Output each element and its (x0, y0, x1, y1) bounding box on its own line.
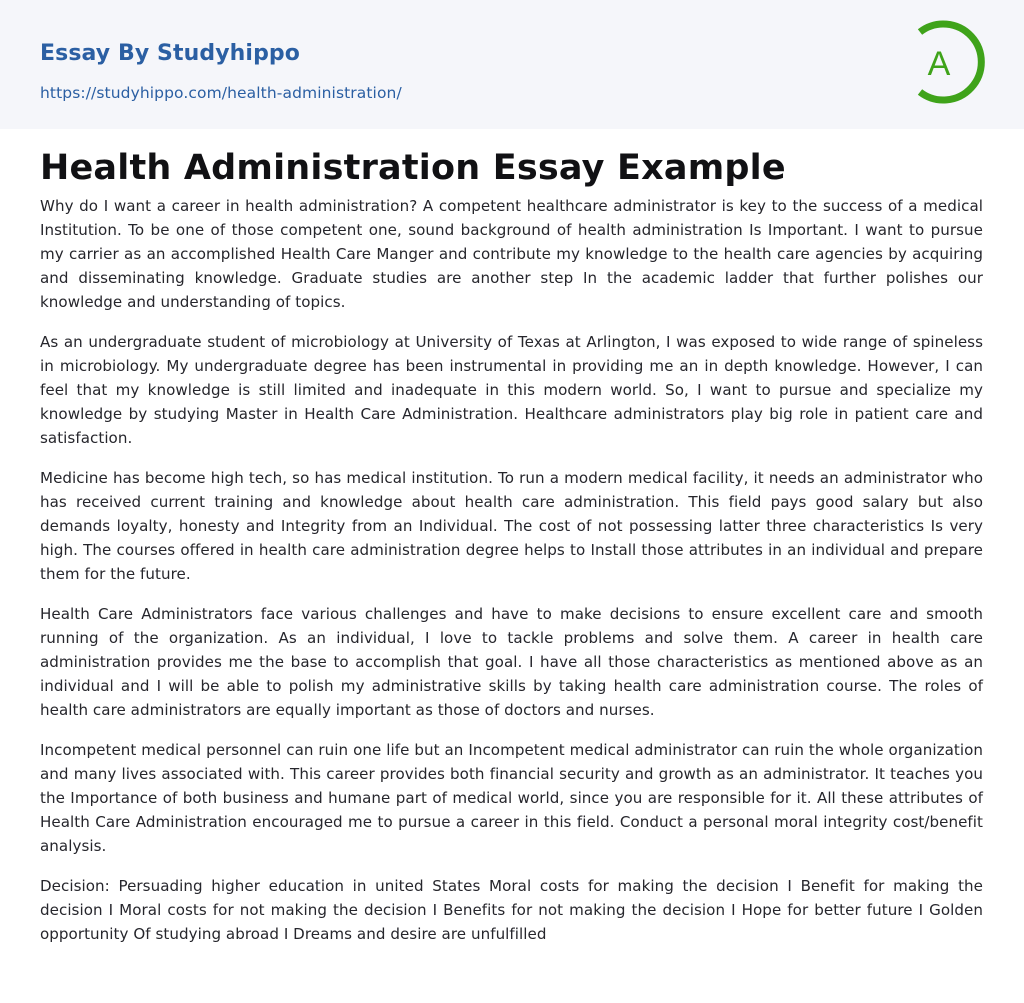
essay-body (40, 194, 983, 962)
essay-paragraph: Incompetent medical personnel can ruin one life but an Incompetent medical administrator can ruin the whole organization and many lives associated with. This career provides both financial security and growth as an administrator. It teaches you the Importance of both business and humane part of medical world, since you are responsible for it. All these attributes of Health Care Administration encouraged me to pursue a career in this field. Conduct a personal moral integrity cost/benefit analysis. (40, 741, 983, 855)
source-url-link[interactable]: https://studyhippo.com/health-administration/ (40, 84, 402, 102)
page-title: Health Administration Essay Example (40, 148, 786, 188)
essay-paragraph: As an undergraduate student of microbiology at University of Texas at Arlington, I was exposed to wide range of spineless in microbiology. My undergraduate degree has been instrumental in providing me an in depth knowledge. However, I can feel that my knowledge is still limited and inadequate in this modern world. So, I want to pursue and specialize my knowledge by studying Master in Health Care Administration. Healthcare administrators play big role in patient care and satisfaction. (40, 333, 983, 447)
essay-paragraph: Why do I want a career in health administration? A competent healthcare administrator is key to the success of a medical Institution. To be one of those competent one, sound background of health administration Is Important. I want to pursue my carrier as an accomplished Health Care Manger and contribute my knowledge to the health care agencies by acquiring and disseminating knowledge. Graduate studies are another step In the academic ladder that further polishes our knowledge and understanding of topics. (40, 197, 983, 311)
logo-letter: A (927, 45, 951, 83)
essay-paragraph: Decision: Persuading higher education in united States Moral costs for making the decision I Benefit for making the decision I Moral costs for not making the decision I Benefits for not making the decision I Hope for better future I Golden opportunity Of studying abroad I Dreams and desire are unfulfilled (40, 877, 983, 943)
essay-paragraph: Medicine has become high tech, so has medical institution. To run a modern medical facility, it needs an administrator who has received current training and knowledge about health care administration. This field pays good salary but also demands loyalty, honesty and Integrity from an Individual. The cost of not possessing latter three characteristics Is very high. The courses offered in health care administration degree helps to Install those attributes in an individual and prepare them for the future. (40, 469, 983, 583)
brand-title: Essay By Studyhippo (40, 41, 300, 66)
studyhippo-logo-icon[interactable] (910, 18, 988, 106)
essay-paragraph: Health Care Administrators face various challenges and have to make decisions to ensure excellent care and smooth running of the organization. As an individual, I love to tackle problems and solve them. A career in health care administration provides me the base to accomplish that goal. I have all those characteristics as mentioned above as an individual and I will be able to polish my administrative skills by taking health care administration course. The roles of health care administrators are equally important as those of doctors and nurses. (40, 605, 983, 719)
